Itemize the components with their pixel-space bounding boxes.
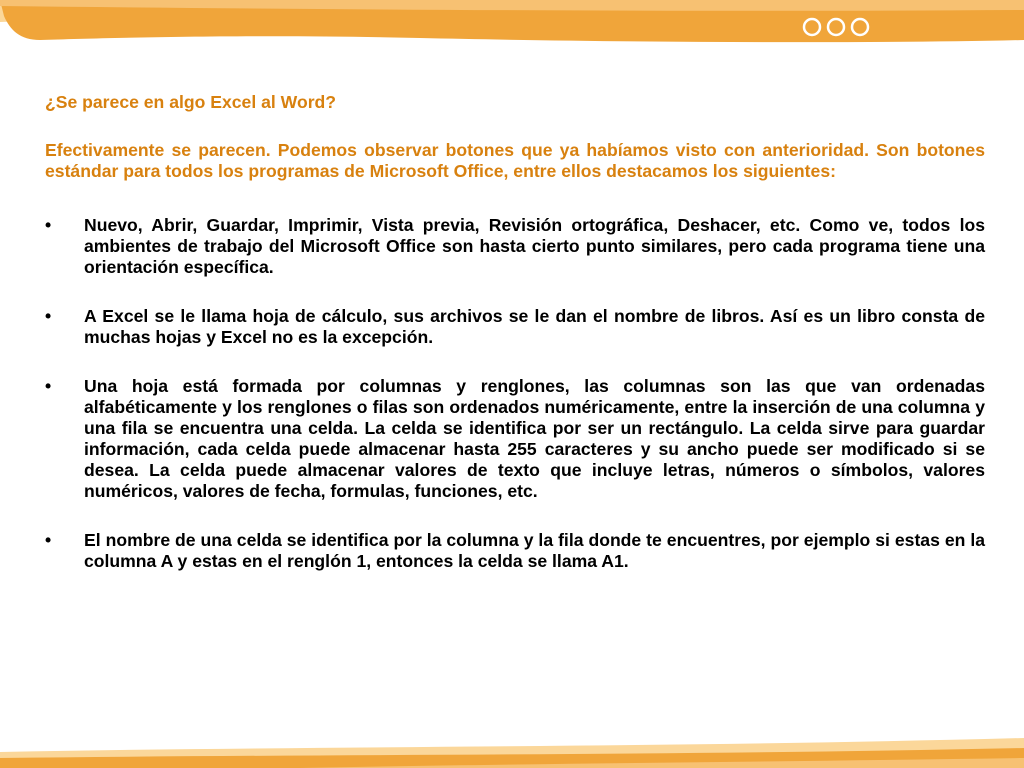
- bullet-text: Una hoja está formada por columnas y renglones, las columnas son las que van ordenadas alfabéticamente y los renglones o filas son ordenados numéricamente, entre la inserción de una columna y una fila se encuentra una celda. La celda se identifica por ser un rectángulo. La celda sirve para guardar información, cada celda puede almacenar hasta 255 caracteres y su ancho puede ser modificado si se desea. La celda puede almacenar valores de texto que incluye letras, números o símbolos, valores numéricos, valores de fecha, formulas, funciones, etc.: [84, 376, 985, 501]
- slide-question: ¿Se parece en algo Excel al Word?: [45, 92, 337, 112]
- bullet-text: Nuevo, Abrir, Guardar, Imprimir, Vista previa, Revisión ortográfica, Deshacer, etc. Como ve, todos los ambientes de trabajo del Microsoft Office son hasta cierto punto similares, pero cada programa tiene una orientación específica.: [84, 215, 985, 277]
- slide-body: [45, 92, 985, 600]
- slide-intro: Efectivamente se parecen. Podemos observar botones que ya habíamos visto con anterioridad. Son botones estándar para todos los programas de Microsoft Office, entre ellos destacamos los siguientes:: [45, 140, 985, 181]
- top-decorative-banner: [0, 0, 1024, 48]
- bullet-list: [45, 215, 985, 572]
- bullet-dot-icon: •: [45, 376, 52, 396]
- bullet-text: A Excel se le llama hoja de cálculo, sus archivos se le dan el nombre de libros. Así es un libro consta de muchas hojas y Excel no es la excepción.: [84, 306, 985, 347]
- bullet-dot-icon: •: [45, 215, 52, 235]
- bullet-item-3: [45, 376, 985, 502]
- bullet-item-4: [45, 530, 985, 572]
- bullet-dot-icon: •: [45, 306, 52, 326]
- bullet-dot-icon: •: [45, 530, 52, 550]
- bullet-item-1: [45, 215, 985, 278]
- bullet-text: El nombre de una celda se identifica por la columna y la fila donde te encuentres, por ejemplo si estas en la columna A y estas en el renglón 1, entonces la celda se llama A1.: [84, 530, 985, 571]
- bottom-decorative-banner: [0, 728, 1024, 768]
- bullet-item-2: [45, 306, 985, 348]
